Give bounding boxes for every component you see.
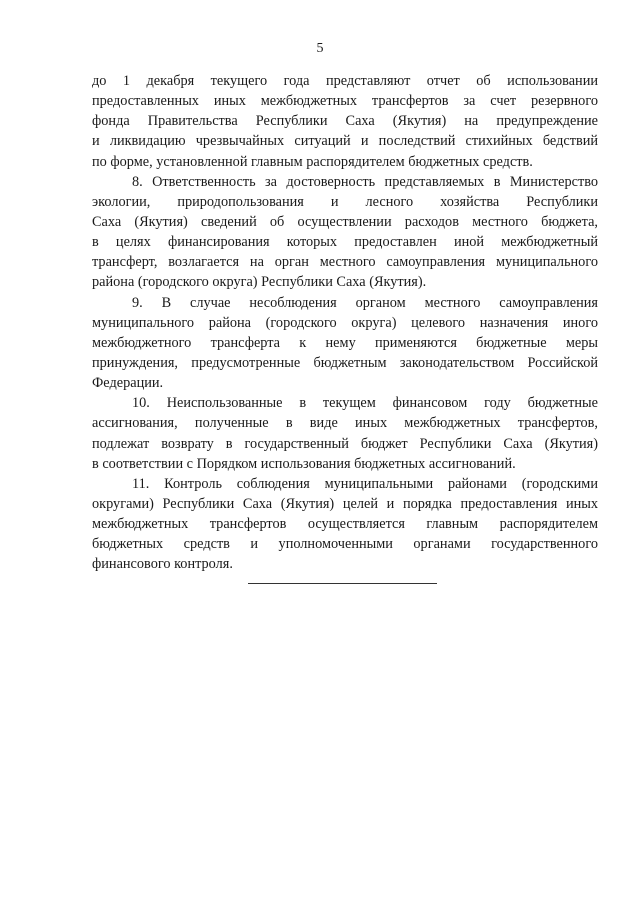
text-line: фонда Правительства Республики Саха (Якутия) на предупреждение	[92, 113, 598, 130]
text-line: муниципального района (городского округа) целевого назначения иного	[92, 314, 598, 331]
text-line: до 1 декабря текущего года представляют отчет об использовании	[92, 73, 598, 89]
text-line: в целях финансирования которых предоставлен иной межбюджетный	[92, 234, 598, 251]
text-line: и ликвидацию чрезвычайных ситуаций и последствий стихийных бедствий	[92, 133, 598, 150]
text-line: 9. В случае несоблюдения органом местного самоуправления	[132, 294, 598, 311]
text-line: межбюджетного трансферта к нему применяются бюджетные меры	[92, 334, 598, 351]
text-line: ассигнования, полученные в виде иных межбюджетных трансфертов,	[92, 415, 598, 432]
text-line: Саха (Якутия) сведений об осуществлении расходов местного бюджета,	[92, 213, 598, 230]
text-line: округами) Республики Саха (Якутия) целей и порядка предоставления иных	[92, 495, 598, 512]
text-line: предоставленных иных межбюджетных трансфертов за счет резервного	[92, 93, 598, 110]
text-line: 11. Контроль соблюдения муниципальными районами (городскими	[132, 475, 598, 492]
closing-separator-line	[248, 583, 437, 584]
text-line: по форме, установленной главным распорядителем бюджетных средств.	[92, 153, 533, 170]
page-number: 5	[316, 41, 324, 56]
text-line: в соответствии с Порядком использования бюджетных ассигнований.	[92, 455, 516, 472]
text-line: принуждения, предусмотренные бюджетным законодательством Российской	[92, 354, 598, 371]
text-line: 8. Ответственность за достоверность представляемых в Министерство	[132, 173, 598, 190]
text-line: трансферт, возлагается на орган местного самоуправления муниципального	[92, 254, 598, 271]
text-line: подлежат возврату в государственный бюджет Республики Саха (Якутия)	[92, 435, 598, 452]
text-line: бюджетных средств и уполномоченными органами государственного	[92, 536, 598, 553]
text-line: района (городского округа) Республики Саха (Якутия).	[92, 274, 427, 291]
text-line: межбюджетных трансфертов осуществляется главным распорядителем	[92, 516, 598, 533]
document-body	[92, 71, 598, 575]
text-line: экологии, природопользования и лесного хозяйства Республики	[92, 193, 598, 210]
text-line: 10. Неиспользованные в текущем финансовом году бюджетные	[132, 395, 598, 412]
text-line: финансового контроля.	[92, 556, 233, 573]
text-line: Федерации.	[92, 375, 164, 392]
